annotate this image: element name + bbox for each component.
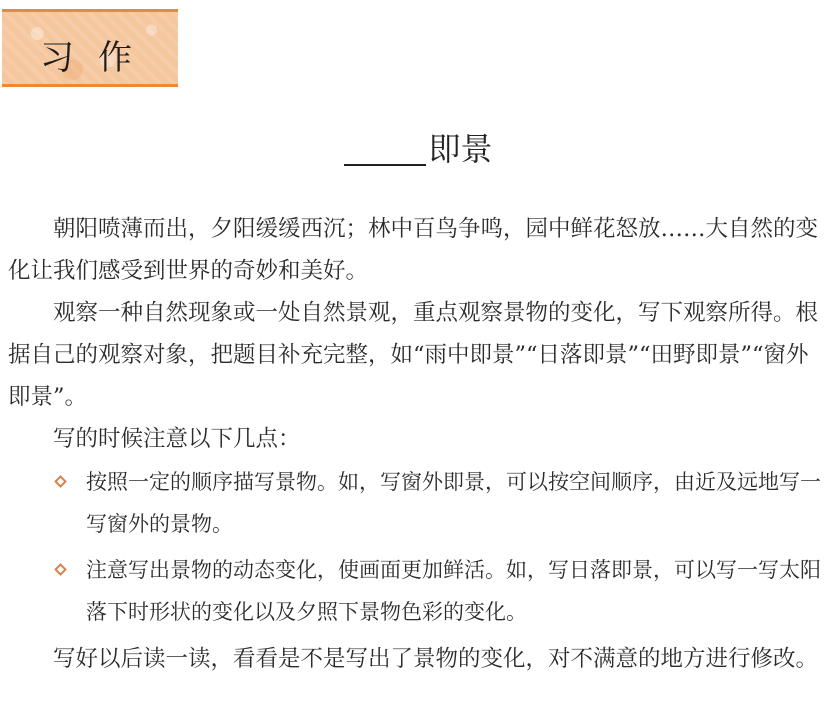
tip-item [50, 461, 835, 545]
tip-text: 注意写出景物的动态变化，使画面更加鲜活。如，写日落即景，可以写一写太阳落下时形状的变化以及夕照下景物色彩的变化。 [86, 558, 821, 624]
tip-text: 按照一定的顺序描写景物。如，写窗外即景，可以按空间顺序，由近及远地写一写窗外的景物。 [86, 470, 821, 536]
heading-suffix: 即景 [428, 130, 493, 168]
composition-heading [0, 124, 837, 170]
title-blank-line [344, 130, 426, 166]
intro-paragraph: 朝阳喷薄而出，夕阳缓缓西沉；林中百鸟争鸣，园中鲜花怒放……大自然的变化让我们感受到世界的奇妙和美好。 [8, 216, 819, 284]
section-title: 习作 [40, 38, 156, 78]
tip-item [50, 549, 835, 633]
tips-intro: 写的时候注意以下几点： [53, 426, 301, 452]
diamond-bullet-icon [54, 475, 67, 488]
closing-paragraph: 写好以后读一读，看看是不是写出了景物的变化，对不满意的地方进行修改。 [53, 646, 819, 672]
section-banner [2, 9, 178, 87]
diamond-bullet-icon [54, 563, 67, 576]
instruction-paragraph: 观察一种自然现象或一处自然景观，重点观察景物的变化，写下观察所得。根据自己的观察对象，把题目补充完整，如“雨中即景”“日落即景”“田野即景”“窗外即景”。 [8, 300, 819, 410]
tips-list [50, 461, 835, 637]
